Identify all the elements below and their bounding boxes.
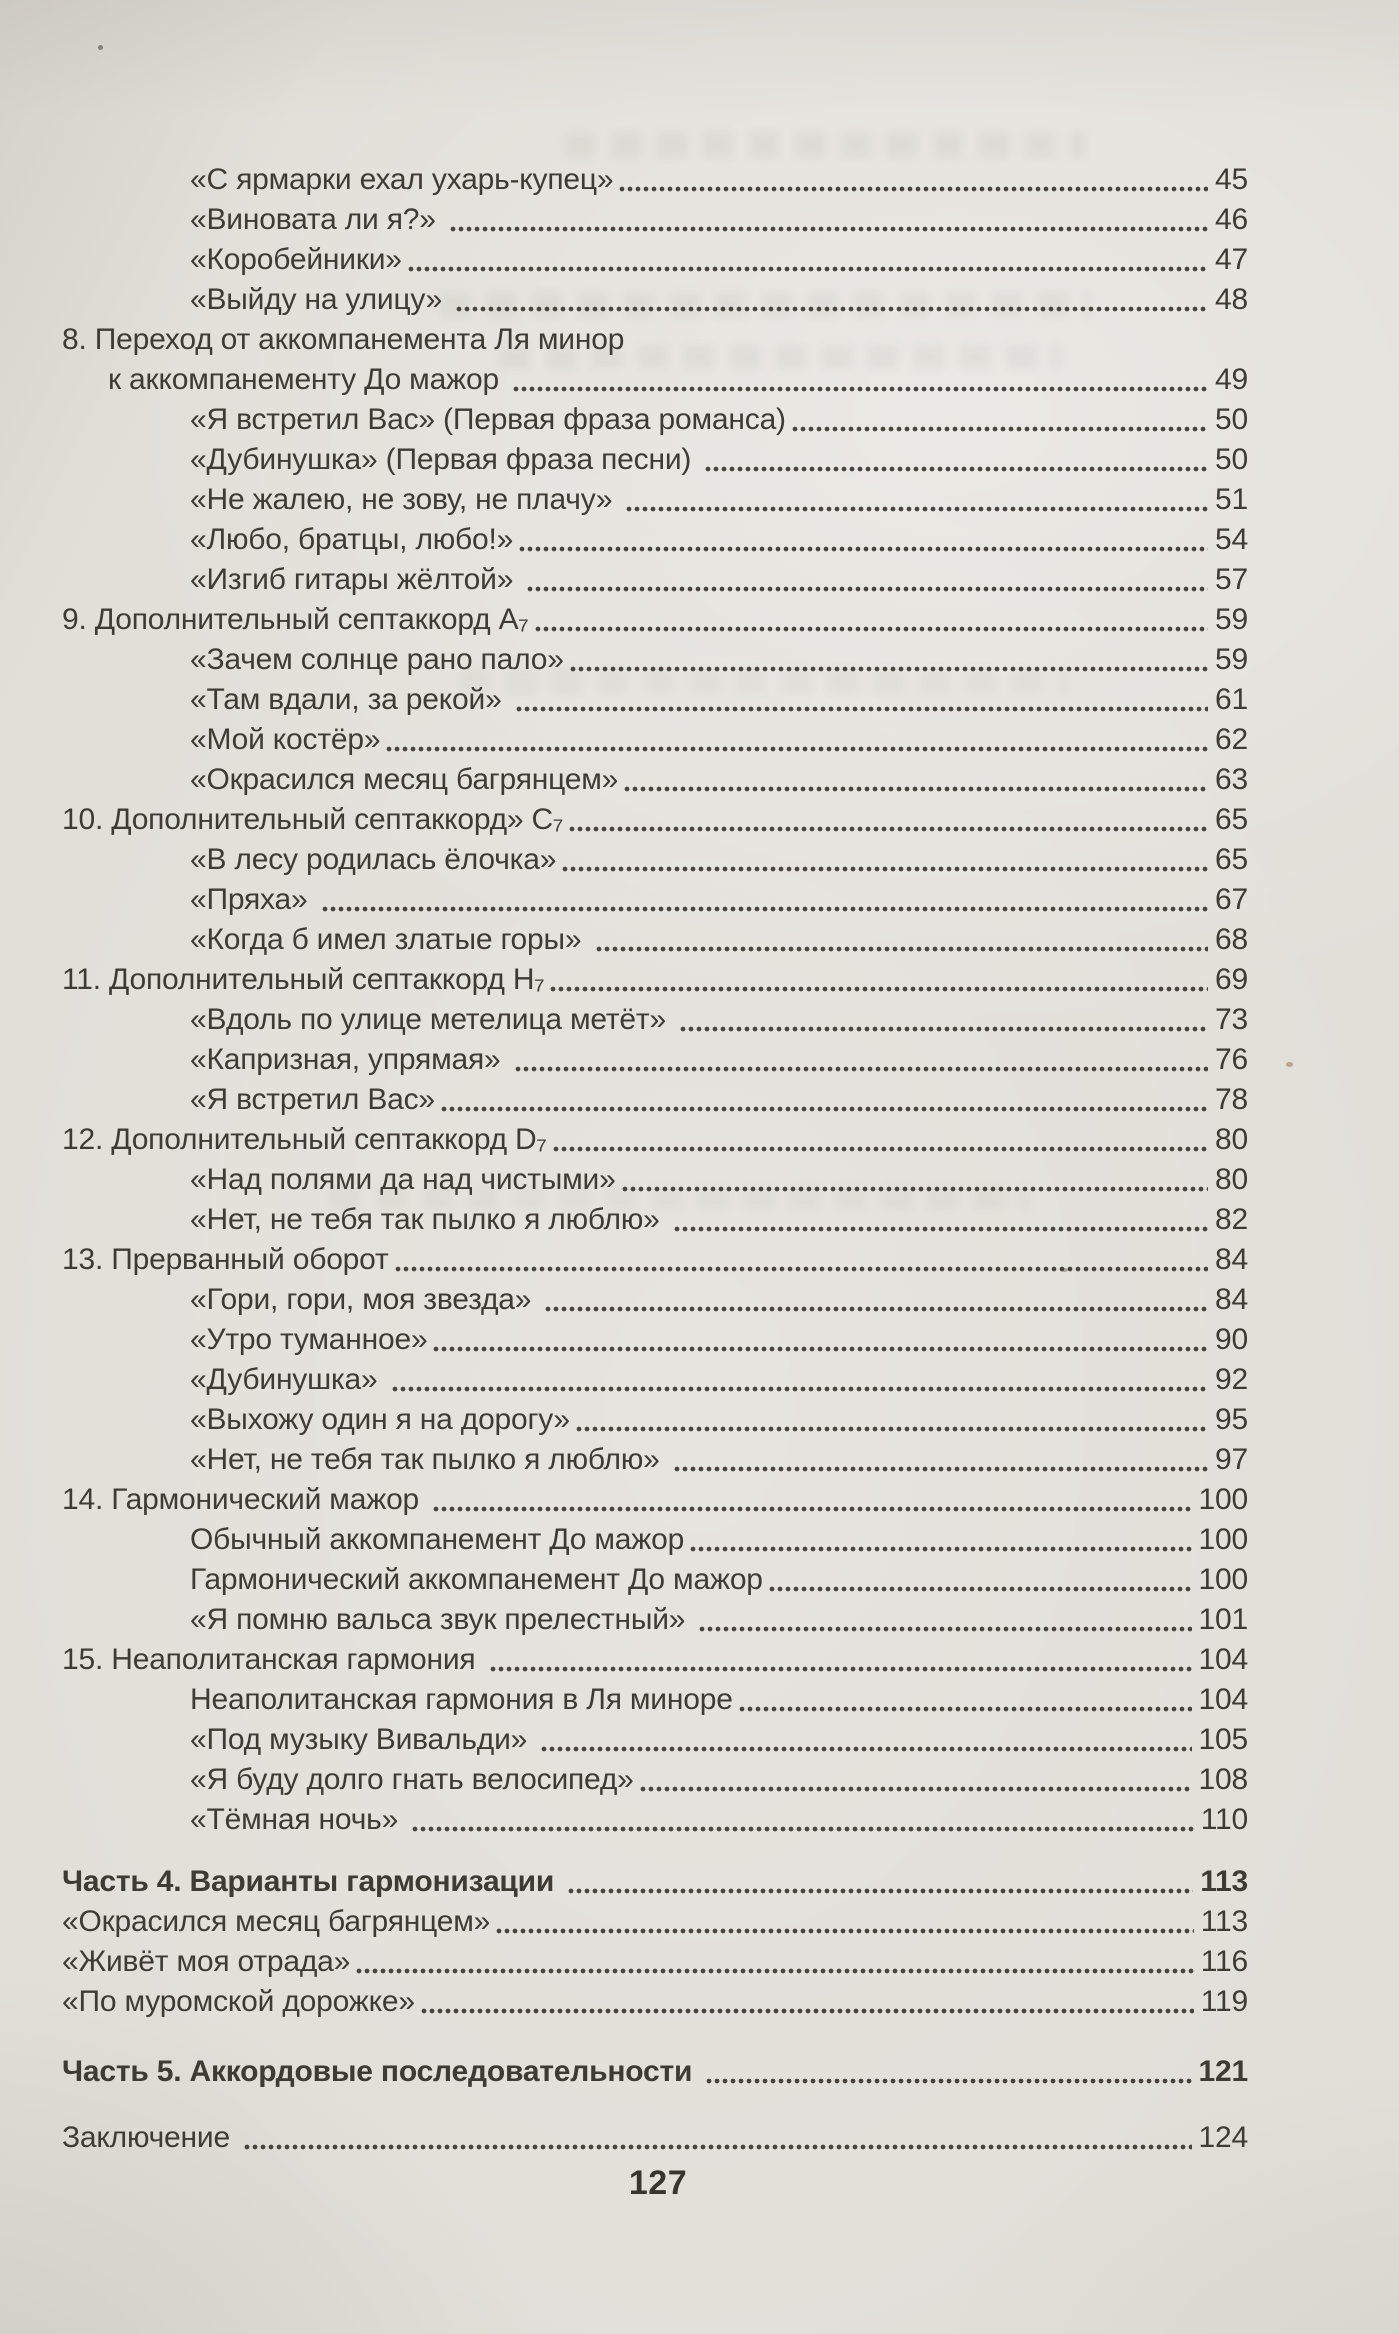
toc-entry-title: «В лесу родилась ёлочка» xyxy=(190,843,557,876)
toc-entry-title: «Виновата ли я?» xyxy=(190,203,444,236)
toc-row xyxy=(62,1040,1248,1080)
toc-entry-page: 61 xyxy=(1215,683,1248,716)
toc-entry-page: 67 xyxy=(1215,883,1248,916)
toc-entry-page: 92 xyxy=(1215,1363,1248,1396)
dot-leader xyxy=(552,1144,1208,1154)
dot-leader xyxy=(495,1926,1194,1936)
toc-row xyxy=(62,680,1248,720)
toc-entry-page: 100 xyxy=(1198,1563,1248,1596)
toc-row xyxy=(62,1280,1248,1320)
dot-leader xyxy=(394,1264,1208,1274)
dot-leader xyxy=(385,744,1208,754)
dot-leader xyxy=(514,1064,1208,1074)
toc-entry-page: 62 xyxy=(1215,723,1248,756)
toc-row xyxy=(62,640,1248,680)
dot-leader xyxy=(411,1824,1194,1834)
show-through-artifact xyxy=(565,132,1085,158)
dot-leader xyxy=(440,1104,1208,1114)
toc-entry-page: 54 xyxy=(1215,523,1248,556)
toc-entry-page: 100 xyxy=(1198,1483,1248,1516)
dot-leader xyxy=(689,1544,1191,1554)
toc-entry-page: 59 xyxy=(1215,643,1248,676)
toc-entry-page: 82 xyxy=(1215,1203,1248,1236)
toc-entry-page: 100 xyxy=(1198,1523,1248,1556)
toc-entry-title: «Выйду на улицу» xyxy=(190,283,451,316)
toc-row xyxy=(62,1942,1248,1982)
toc-entry-page: 46 xyxy=(1215,203,1248,236)
toc-entry-page: 108 xyxy=(1198,1763,1248,1796)
toc-row xyxy=(62,1160,1248,1200)
toc-row xyxy=(62,400,1248,440)
toc-row xyxy=(62,240,1248,280)
toc-row xyxy=(62,280,1248,320)
dot-leader xyxy=(432,1344,1208,1354)
toc-entry-title: «Нет, не тебя так пылко я люблю» xyxy=(190,1203,668,1236)
toc-row xyxy=(62,1760,1248,1800)
toc-row xyxy=(62,1680,1248,1720)
toc-entry-page: 110 xyxy=(1200,1803,1248,1836)
toc-entry-title: Обычный аккомпанемент До мажор xyxy=(190,1523,685,1556)
dot-leader xyxy=(595,944,1209,954)
dot-leader xyxy=(243,2142,1191,2152)
toc-row xyxy=(62,440,1248,480)
toc-entry-title: «Выхожу один я на дорогу» xyxy=(190,1403,570,1436)
toc-row xyxy=(62,1800,1248,1840)
toc-entry-page: 78 xyxy=(1215,1083,1248,1116)
toc-row xyxy=(62,1440,1248,1480)
toc-row xyxy=(62,480,1248,520)
toc-row xyxy=(62,960,1248,1000)
toc-entry-title: Гармонический аккомпанемент До мажор xyxy=(190,1563,763,1596)
toc-entry-page: 65 xyxy=(1215,803,1248,836)
dot-leader xyxy=(518,544,1208,554)
toc-entry-page: 49 xyxy=(1215,363,1248,396)
toc-row xyxy=(62,760,1248,800)
toc-entry-page: 84 xyxy=(1215,1283,1248,1316)
toc-entry-page: 113 xyxy=(1200,1865,1248,1898)
toc-entry-title: «Утро туманное» xyxy=(190,1323,428,1356)
dot-leader xyxy=(420,2006,1194,2016)
toc-entry-page: 63 xyxy=(1215,763,1248,796)
dot-leader xyxy=(621,1184,1208,1194)
toc-entry-title: «Пряха» xyxy=(190,883,316,916)
dot-leader xyxy=(791,424,1208,434)
toc-entry-title: 15. Неаполитанская гармония xyxy=(62,1643,484,1676)
toc-row xyxy=(62,1480,1248,1520)
toc-entry-title: «Дубинушка» xyxy=(190,1363,386,1396)
toc-entry-page: 47 xyxy=(1215,243,1248,276)
dot-leader xyxy=(540,1744,1191,1754)
toc-entry-title: Заключение xyxy=(62,2121,239,2154)
toc-entry-title: «С ярмарки ехал ухарь-купец» xyxy=(190,163,614,196)
toc-entry-title: «Нет, не тебя так пылко я люблю» xyxy=(190,1443,668,1476)
toc-entry-title: Неаполитанская гармония в Ля миноре xyxy=(190,1683,733,1716)
paper-speck xyxy=(1286,1062,1293,1067)
toc-row xyxy=(62,560,1248,600)
toc-entry-page: 124 xyxy=(1198,2121,1248,2154)
toc-entry-title: «Я встретил Вас» xyxy=(190,1083,435,1116)
toc-entry-title: «Окрасился месяц багрянцем» xyxy=(62,1905,491,1938)
toc-row xyxy=(62,1320,1248,1360)
toc-entry-page: 76 xyxy=(1215,1043,1248,1076)
toc-row xyxy=(62,200,1248,240)
toc-row xyxy=(62,720,1248,760)
toc-row xyxy=(62,360,1248,400)
toc-row xyxy=(62,160,1248,200)
dot-leader xyxy=(673,1224,1208,1234)
toc-entry-page: 95 xyxy=(1215,1403,1248,1436)
toc-entry-title: к аккомпанементу До мажор xyxy=(108,363,508,396)
table-of-contents xyxy=(62,160,1248,2158)
toc-row xyxy=(62,1400,1248,1440)
toc-entry-page: 104 xyxy=(1198,1643,1248,1676)
dot-leader xyxy=(567,1886,1193,1896)
toc-entry-page: 68 xyxy=(1215,923,1248,956)
toc-entry-title: «По муромской дорожке» xyxy=(62,1985,415,2018)
toc-row xyxy=(62,1000,1248,1040)
toc-entry-title: Часть 4. Варианты гармонизации xyxy=(62,1865,563,1898)
toc-entry-page: 50 xyxy=(1215,443,1248,476)
dot-leader xyxy=(355,1966,1194,1976)
dot-leader xyxy=(534,624,1209,634)
toc-row xyxy=(62,1862,1248,1902)
toc-entry-title: «Коробейники» xyxy=(190,243,402,276)
toc-row xyxy=(62,1600,1248,1640)
toc-entry-title: 13. Прерванный оборот xyxy=(62,1243,389,1276)
dot-leader xyxy=(625,504,1208,514)
toc-entry-title: «Тёмная ночь» xyxy=(190,1803,407,1836)
toc-row xyxy=(62,1902,1248,1942)
dot-leader xyxy=(568,824,1208,834)
toc-entry-page: 121 xyxy=(1198,2055,1248,2088)
toc-entry-title: «Гори, гори, моя звезда» xyxy=(190,1283,540,1316)
dot-leader xyxy=(705,2076,1191,2086)
dot-leader xyxy=(515,704,1208,714)
toc-entry-title: «Живёт моя отрада» xyxy=(62,1945,351,1978)
toc-row xyxy=(62,1240,1248,1280)
toc-entry-title: «Любо, братцы, любо!» xyxy=(190,523,514,556)
toc-row xyxy=(62,520,1248,560)
dot-leader xyxy=(407,264,1208,274)
page-number: 127 xyxy=(628,2164,688,2202)
toc-entry-title: 10. Дополнительный септаккорд» C₇ xyxy=(62,803,564,836)
toc-row xyxy=(62,1080,1248,1120)
toc-entry-title: Часть 5. Аккордовые последовательности xyxy=(62,2055,701,2088)
dot-leader xyxy=(455,304,1208,314)
toc-row xyxy=(62,320,1248,360)
toc-entry-page: 116 xyxy=(1200,1945,1248,1978)
toc-entry-title: 12. Дополнительный септаккорд D₇ xyxy=(62,1123,547,1156)
toc-entry-title: «Над полями да над чистыми» xyxy=(190,1163,616,1196)
dot-leader xyxy=(321,904,1208,914)
toc-entry-title: «Зачем солнце рано пало» xyxy=(190,643,564,676)
toc-entry-title: «Окрасился месяц багрянцем» xyxy=(190,763,619,796)
toc-entry-page: 97 xyxy=(1215,1443,1248,1476)
toc-entry-title: «Дубинушка» (Первая фраза песни) xyxy=(190,443,700,476)
dot-leader xyxy=(449,224,1208,234)
toc-row xyxy=(62,920,1248,960)
toc-entry-title: «Я помню вальса звук прелестный» xyxy=(190,1603,694,1636)
toc-entry-title: 14. Гармонический мажор xyxy=(62,1483,428,1516)
dot-leader xyxy=(704,464,1208,474)
toc-row xyxy=(62,1560,1248,1600)
toc-entry-title: «Капризная, упрямая» xyxy=(190,1043,509,1076)
toc-entry-title: «Там вдали, за рекой» xyxy=(190,683,510,716)
toc-entry-page: 105 xyxy=(1198,1723,1248,1756)
dot-leader xyxy=(432,1504,1191,1514)
dot-leader xyxy=(698,1624,1191,1634)
toc-entry-page: 73 xyxy=(1215,1003,1248,1036)
dot-leader xyxy=(623,784,1208,794)
dot-leader xyxy=(575,1424,1208,1434)
toc-entry-title: «Не жалею, не зову, не плачу» xyxy=(190,483,621,516)
toc-entry-page: 51 xyxy=(1215,483,1248,516)
dot-leader xyxy=(679,1024,1208,1034)
toc-row xyxy=(62,1120,1248,1160)
toc-entry-page: 101 xyxy=(1198,1603,1248,1636)
toc-entry-page: 48 xyxy=(1215,283,1248,316)
dot-leader xyxy=(489,1664,1192,1674)
toc-entry-title: «Вдоль по улице метелица метёт» xyxy=(190,1003,675,1036)
dot-leader xyxy=(391,1384,1208,1394)
toc-entry-page: 90 xyxy=(1215,1323,1248,1356)
toc-entry-page: 69 xyxy=(1215,963,1248,996)
dot-leader xyxy=(569,664,1208,674)
toc-entry-title: «Когда б имел златые горы» xyxy=(190,923,590,956)
paper-speck xyxy=(98,45,103,50)
dot-leader xyxy=(512,384,1208,394)
toc-entry-title: «Изгиб гитары жёлтой» xyxy=(190,563,522,596)
toc-row xyxy=(62,840,1248,880)
dot-leader xyxy=(618,184,1208,194)
toc-row xyxy=(62,600,1248,640)
toc-entry-page: 80 xyxy=(1215,1163,1248,1196)
toc-row xyxy=(62,2052,1248,2092)
toc-entry-page: 50 xyxy=(1215,403,1248,436)
toc-entry-title: «Я встретил Вас» (Первая фраза романса) xyxy=(190,403,786,436)
dot-leader xyxy=(561,864,1208,874)
toc-row xyxy=(62,2118,1248,2158)
toc-row xyxy=(62,1360,1248,1400)
dot-leader xyxy=(639,1784,1192,1794)
toc-entry-page: 80 xyxy=(1215,1123,1248,1156)
toc-entry-page: 65 xyxy=(1215,843,1248,876)
toc-row xyxy=(62,1640,1248,1680)
toc-entry-page: 119 xyxy=(1200,1985,1248,2018)
toc-entry-title: 9. Дополнительный септаккорд A₇ xyxy=(62,603,529,636)
dot-leader xyxy=(738,1704,1192,1714)
toc-row xyxy=(62,800,1248,840)
toc-entry-title: «Под музыку Вивальди» xyxy=(190,1723,536,1756)
toc-entry-title: 11. Дополнительный септаккорд H₇ xyxy=(62,963,545,996)
toc-row xyxy=(62,880,1248,920)
toc-row xyxy=(62,1982,1248,2022)
toc-entry-page: 113 xyxy=(1200,1905,1248,1938)
toc-entry-page: 59 xyxy=(1215,603,1248,636)
dot-leader xyxy=(544,1304,1208,1314)
toc-entry-title: 8. Переход от аккомпанемента Ля минор xyxy=(62,323,625,356)
dot-leader xyxy=(673,1464,1208,1474)
toc-entry-page: 104 xyxy=(1198,1683,1248,1716)
toc-entry-page: 84 xyxy=(1215,1243,1248,1276)
toc-entry-page: 45 xyxy=(1215,163,1248,196)
dot-leader xyxy=(768,1584,1192,1594)
toc-entry-page: 57 xyxy=(1215,563,1248,596)
dot-leader xyxy=(549,984,1208,994)
toc-row xyxy=(62,1720,1248,1760)
toc-row xyxy=(62,1200,1248,1240)
toc-row xyxy=(62,1520,1248,1560)
toc-entry-title: «Мой костёр» xyxy=(190,723,381,756)
toc-entry-title: «Я буду долго гнать велосипед» xyxy=(190,1763,634,1796)
dot-leader xyxy=(526,584,1208,594)
